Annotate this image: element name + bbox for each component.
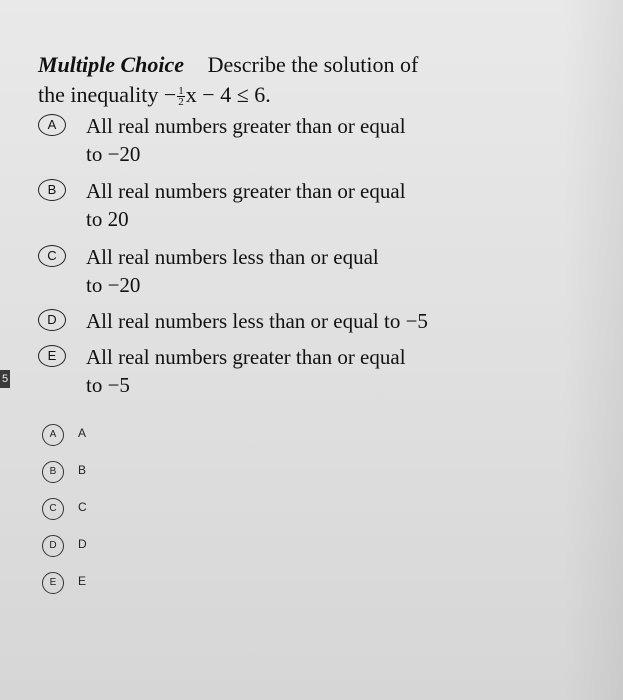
radio-b[interactable]: B bbox=[42, 461, 64, 483]
answer-label-c[interactable]: C bbox=[78, 500, 87, 514]
answer-choice-b[interactable] bbox=[42, 461, 162, 498]
option-b-line1: All real numbers greater than or equal bbox=[86, 179, 406, 203]
option-d-line1: All real numbers less than or equal to −5 bbox=[86, 309, 428, 333]
fraction-denominator: 2 bbox=[178, 96, 184, 109]
option-b-line2: to 20 bbox=[86, 207, 129, 231]
option-c-line2: to −20 bbox=[86, 273, 141, 297]
answer-label-b[interactable]: B bbox=[78, 463, 87, 477]
option-c-letter: C bbox=[38, 245, 66, 267]
inequality-line bbox=[38, 80, 558, 110]
question-type-title: Multiple Choice bbox=[38, 52, 185, 77]
option-a-line1: All real numbers greater than or equal bbox=[86, 114, 406, 138]
option-d-letter: D bbox=[38, 309, 66, 331]
side-question-number: 5 bbox=[0, 370, 10, 388]
answer-label-a[interactable]: A bbox=[78, 426, 87, 440]
radio-a[interactable]: A bbox=[42, 424, 64, 446]
answer-choice-e[interactable] bbox=[42, 572, 162, 609]
fraction-one-half bbox=[177, 86, 185, 107]
answer-choice-d[interactable] bbox=[42, 535, 162, 572]
question-text bbox=[38, 50, 558, 110]
inequality-suffix: x − 4 ≤ 6. bbox=[185, 82, 271, 107]
inequality-prefix: − bbox=[163, 82, 177, 107]
answer-choice-c[interactable] bbox=[42, 498, 162, 535]
radio-c[interactable]: C bbox=[42, 498, 64, 520]
answer-choice-a[interactable] bbox=[42, 424, 162, 461]
question-prompt-line2: the inequality bbox=[38, 82, 159, 107]
answer-choices bbox=[42, 424, 162, 609]
radio-d[interactable]: D bbox=[42, 535, 64, 557]
answer-label-e[interactable]: E bbox=[78, 574, 87, 588]
option-c-line1: All real numbers less than or equal bbox=[86, 245, 379, 269]
fraction-numerator: 1 bbox=[178, 85, 184, 98]
option-e-line1: All real numbers greater than or equal bbox=[86, 345, 406, 369]
option-e-letter: E bbox=[38, 345, 66, 367]
question-prompt: Describe the solution of bbox=[207, 52, 419, 77]
option-e-line2: to −5 bbox=[86, 373, 130, 397]
option-a-line2: to −20 bbox=[86, 142, 141, 166]
answer-label-d[interactable]: D bbox=[78, 537, 87, 551]
option-a-letter: A bbox=[38, 114, 66, 136]
option-b-letter: B bbox=[38, 179, 66, 201]
radio-e[interactable]: E bbox=[42, 572, 64, 594]
page-shading bbox=[563, 0, 623, 700]
